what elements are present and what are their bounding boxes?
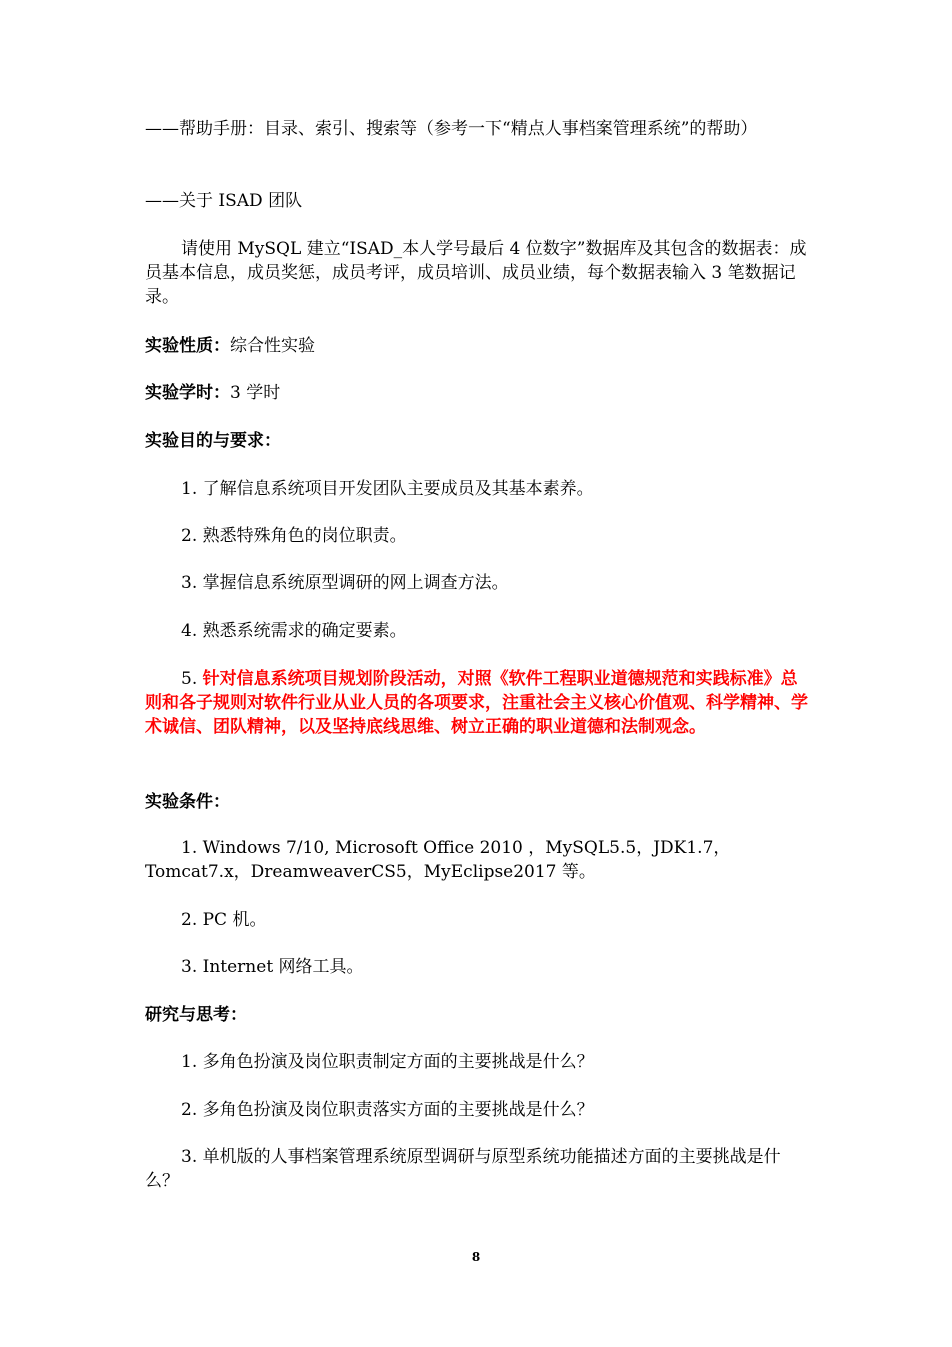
- objective-item-5: [145, 667, 810, 739]
- about-team-line: ——关于 ISAD 团队: [145, 191, 303, 211]
- experiment-nature-label: 实验性质：: [145, 336, 230, 356]
- research-heading: 研究与思考：: [145, 1005, 247, 1025]
- condition-item-3: 3. Internet 网络工具。: [181, 957, 364, 977]
- objectives-heading: 实验目的与要求：: [145, 431, 281, 451]
- research-item-1: 1. 多角色扮演及岗位职责制定方面的主要挑战是什么？: [181, 1052, 594, 1072]
- page-number: 8: [471, 1250, 481, 1264]
- conditions-heading: 实验条件：: [145, 792, 230, 812]
- research-item-3: 3. 单机版的人事档案管理系统原型调研与原型系统功能描述方面的主要挑战是什么？: [145, 1147, 781, 1191]
- experiment-nature-value: 综合性实验: [230, 336, 315, 356]
- objective-item-4: 4. 熟悉系统需求的确定要素。: [181, 621, 407, 641]
- research-item-2: 2. 多角色扮演及岗位职责落实方面的主要挑战是什么？: [181, 1100, 594, 1120]
- objective-item-2: 2. 熟悉特殊角色的岗位职责。: [181, 526, 407, 546]
- experiment-hours-value: 3 学时: [230, 383, 281, 403]
- objective-item-3: 3. 掌握信息系统原型调研的网上调查方法。: [181, 573, 509, 593]
- condition-item-1: 1. Windows 7/10, Microsoft Office 2010 ，MySQL5.5，JDK1.7，Tomcat7.x，DreamweaverCS5，MyEclipse2017 等。: [145, 838, 731, 882]
- objective-item-5-text: 针对信息系统项目规划阶段活动，对照《软件工程职业道德规范和实践标准》总则和各子规则对软件行业从业人员的各项要求，注重社会主义核心价值观、科学精神、学术诚信、团队精神，以及坚持底线思维、树立正确的职业道德和法制观念。: [145, 669, 808, 737]
- experiment-nature: [145, 334, 810, 358]
- objective-item-5-number: 5.: [181, 669, 203, 689]
- help-manual-line: ——帮助手册：目录、索引、搜索等（参考一下“精点人事档案管理系统”的帮助）: [145, 119, 758, 139]
- condition-item-2: 2. PC 机。: [181, 910, 267, 930]
- experiment-hours-label: 实验学时：: [145, 383, 230, 403]
- experiment-hours: [145, 381, 810, 405]
- mysql-task-paragraph: 请使用 MySQL 建立“ISAD_本人学号最后 4 位数字”数据库及其包含的数据表：成员基本信息，成员奖惩，成员考评，成员培训、成员业绩，每个数据表输入 3 笔数据记录。: [145, 239, 807, 307]
- objective-item-1: 1. 了解信息系统项目开发团队主要成员及其基本素养。: [181, 479, 594, 499]
